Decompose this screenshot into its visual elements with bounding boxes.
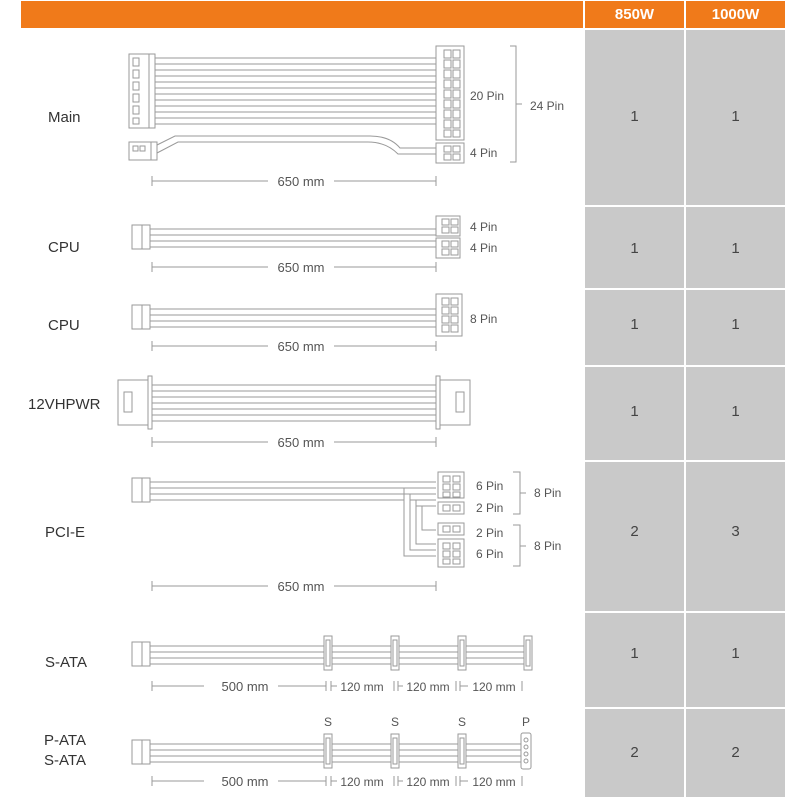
main-4pin-label: 4 Pin — [470, 146, 498, 160]
pata-length-120-b: 120 mm — [406, 775, 450, 789]
pcie-cable-drawing — [132, 472, 526, 591]
sata-length-500: 500 mm — [221, 679, 269, 694]
sata-length-120-c: 120 mm — [472, 680, 516, 694]
pcie-2pin-label-b: 2 Pin — [476, 526, 504, 540]
sata-length-120-a: 120 mm — [340, 680, 384, 694]
row-label-cpu-8: CPU — [48, 317, 80, 334]
value-12vhpwr-850w: 1 — [630, 403, 639, 420]
pata-connector-label-4: P — [521, 715, 531, 729]
value-cpu8-850w: 1 — [630, 316, 639, 333]
value-pcie-1000w: 3 — [731, 523, 740, 540]
value-pata-850w: 2 — [630, 744, 639, 761]
pata-length-500: 500 mm — [221, 774, 269, 789]
value-main-1000w: 1 — [731, 108, 740, 125]
value-sata-850w: 1 — [630, 645, 639, 662]
header-1000w-label: 1000W — [711, 6, 760, 23]
value-cpu44-1000w: 1 — [731, 240, 740, 257]
value-pcie-850w: 2 — [630, 523, 639, 540]
header-850w-label: 850W — [614, 6, 655, 23]
value-12vhpwr-1000w: 1 — [731, 403, 740, 420]
pata-connector-label-3: S — [457, 715, 467, 729]
cpu8-length-label: 650 mm — [277, 339, 325, 354]
row-label-sata-2: S-ATA — [44, 752, 86, 769]
cpu-4pin-label-b: 4 Pin — [470, 241, 498, 255]
main-24pin-label: 24 Pin — [530, 99, 565, 113]
cpu44-length-label: 650 mm — [277, 260, 325, 275]
value-cpu44-850w: 1 — [630, 240, 639, 257]
pcie-8pin-label-a: 8 Pin — [534, 486, 562, 500]
pata-length-120-a: 120 mm — [340, 775, 384, 789]
pata-connector-label-2: S — [390, 715, 400, 729]
12vhpwr-length-label: 650 mm — [277, 435, 325, 450]
row-label-pcie: PCI-E — [45, 524, 86, 541]
pata-connector-label-1: S — [323, 715, 333, 729]
main-length-label: 650 mm — [277, 174, 325, 189]
value-main-850w: 1 — [630, 108, 639, 125]
pata-length-120-c: 120 mm — [472, 775, 516, 789]
value-sata-1000w: 1 — [731, 645, 740, 662]
cpu-8pin-label: 8 Pin — [470, 312, 498, 326]
row-label-pata: P-ATA — [44, 732, 86, 749]
value-cpu8-1000w: 1 — [731, 316, 740, 333]
pcie-6pin-label-a: 6 Pin — [476, 479, 504, 493]
pata-sata-cable-drawing — [132, 733, 531, 786]
row-label-cpu-4-4: CPU — [48, 239, 80, 256]
row-label-sata: S-ATA — [45, 654, 87, 671]
pcie-length-label: 650 mm — [277, 579, 325, 594]
main-cable-drawing — [129, 46, 522, 186]
pcie-6pin-label-b: 6 Pin — [476, 547, 504, 561]
value-pata-1000w: 2 — [731, 744, 740, 761]
pcie-8pin-label-b: 8 Pin — [534, 539, 562, 553]
pcie-2pin-label-a: 2 Pin — [476, 501, 504, 515]
row-label-main: Main — [48, 109, 81, 126]
cpu-4pin-label-a: 4 Pin — [470, 220, 498, 234]
sata-length-120-b: 120 mm — [406, 680, 450, 694]
main-20pin-label: 20 Pin — [470, 89, 505, 103]
row-label-12vhpwr: 12VHPWR — [28, 396, 101, 413]
